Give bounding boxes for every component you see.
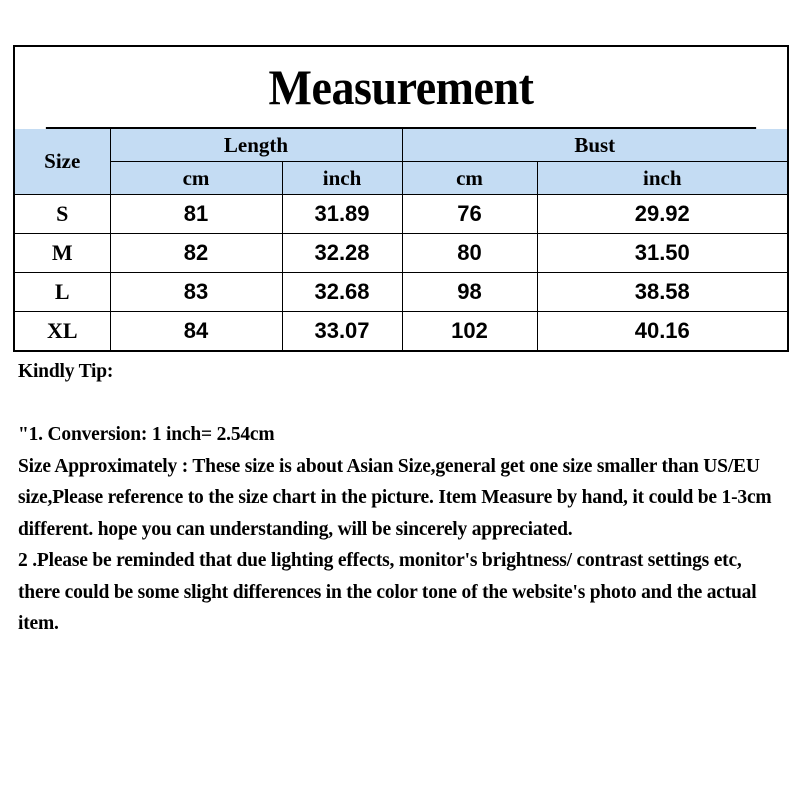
notes-heading: Kindly Tip: xyxy=(18,361,114,382)
bust-inch-cell: 31.50 xyxy=(537,234,787,273)
size-approx-note: Size Approximately : These size is about Asian Size,general get one size smaller than US/EU size,Please reference to the size chart in the picture. Item Measure by hand, it could be 1-3cm different. hope you can understanding, will be sincerely appreciated. xyxy=(18,455,772,540)
length-inch-cell: 32.28 xyxy=(282,234,402,273)
size-table xyxy=(15,129,787,350)
size-chart xyxy=(13,45,789,352)
length-cm-cell: 83 xyxy=(110,273,282,312)
unit-header: cm xyxy=(402,162,537,195)
table-row xyxy=(15,195,787,234)
kindly-tip-notes xyxy=(18,356,788,640)
bust-cm-cell: 80 xyxy=(402,234,537,273)
table-row xyxy=(15,312,787,351)
conversion-note: "1. Conversion: 1 inch= 2.54cm xyxy=(18,424,275,445)
unit-header: inch xyxy=(282,162,402,195)
bust-group-header: Bust xyxy=(402,129,787,162)
unit-header: inch xyxy=(537,162,787,195)
bust-inch-cell: 40.16 xyxy=(537,312,787,351)
size-column-header: Size xyxy=(15,129,110,195)
table-row xyxy=(15,234,787,273)
length-group-header: Length xyxy=(110,129,402,162)
length-cm-cell: 82 xyxy=(110,234,282,273)
size-cell: XL xyxy=(15,312,110,351)
bust-cm-cell: 76 xyxy=(402,195,537,234)
bust-inch-cell: 29.92 xyxy=(537,195,787,234)
length-inch-cell: 31.89 xyxy=(282,195,402,234)
table-row xyxy=(15,273,787,312)
length-cm-cell: 81 xyxy=(110,195,282,234)
unit-header: cm xyxy=(110,162,282,195)
chart-title: Measurement xyxy=(46,47,756,129)
size-cell: M xyxy=(15,234,110,273)
bust-cm-cell: 98 xyxy=(402,273,537,312)
bust-cm-cell: 102 xyxy=(402,312,537,351)
spacer xyxy=(18,388,788,420)
color-reminder-note: 2 .Please be reminded that due lighting effects, monitor's brightness/ contrast settings etc, there could be some slight differences in the color tone of the website's photo and the actual item. xyxy=(18,550,757,634)
bust-inch-cell: 38.58 xyxy=(537,273,787,312)
size-cell: L xyxy=(15,273,110,312)
size-cell: S xyxy=(15,195,110,234)
length-inch-cell: 33.07 xyxy=(282,312,402,351)
length-cm-cell: 84 xyxy=(110,312,282,351)
length-inch-cell: 32.68 xyxy=(282,273,402,312)
